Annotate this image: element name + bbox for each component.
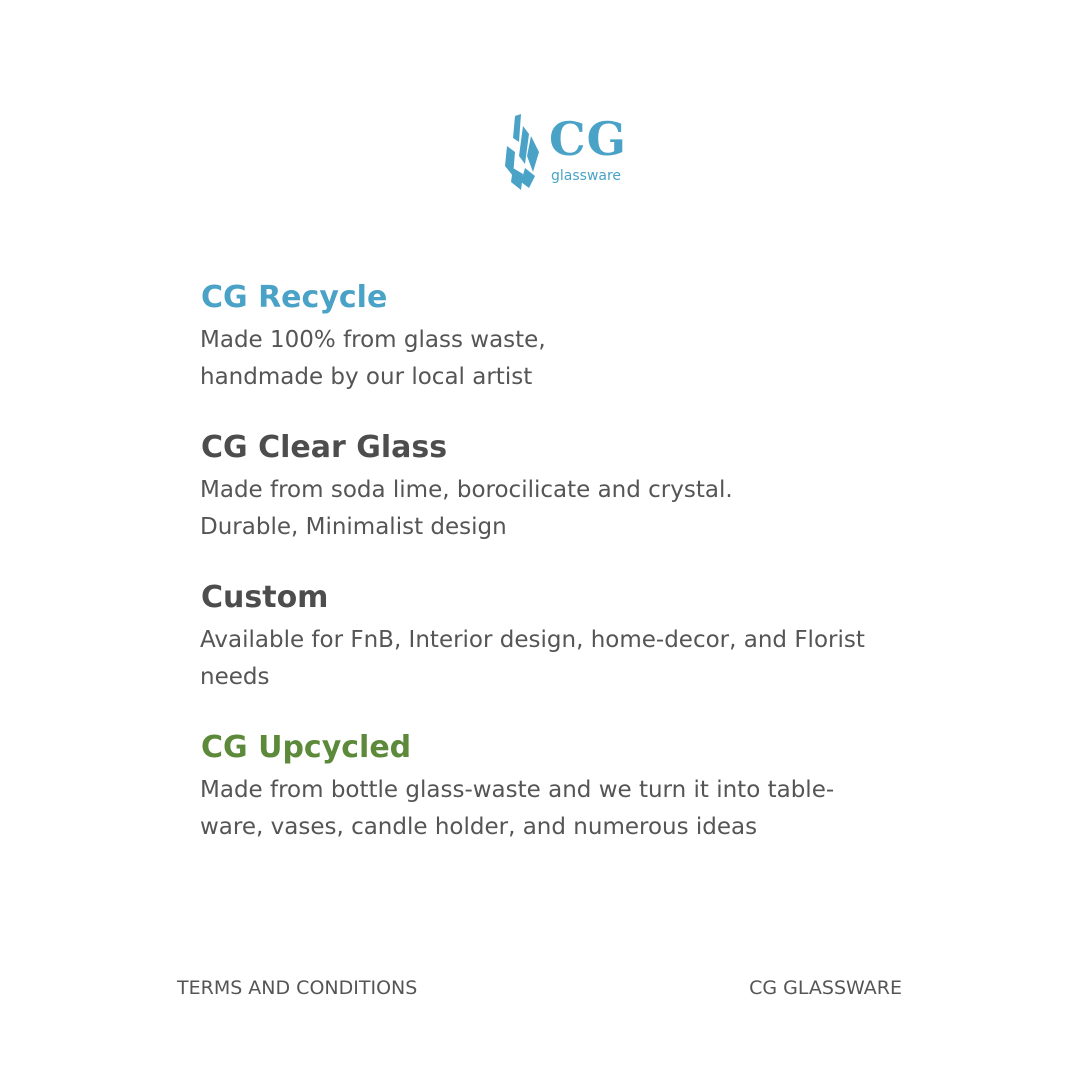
brand-logo	[503, 112, 633, 194]
section-custom	[200, 578, 890, 696]
section-title: CG Clear Glass	[201, 430, 448, 465]
section-description: Made from soda lime, borocilicate and crystal. Durable, Minimalist design	[200, 477, 733, 540]
glass-shard-icon	[503, 112, 545, 192]
section-cg-recycle	[200, 278, 890, 396]
section-cg-upcycled	[200, 728, 890, 846]
section-title: Custom	[201, 580, 329, 615]
logo-subtext: glassware	[551, 168, 622, 184]
section-title: CG Upcycled	[201, 730, 412, 765]
section-description: Available for FnB, Interior design, home-decor, and Florist needs	[200, 627, 865, 690]
section-cg-clear-glass	[200, 428, 890, 546]
terms-and-conditions-link[interactable]: TERMS AND CONDITIONS	[177, 977, 418, 999]
section-description: Made from bottle glass-waste and we turn it into table- ware, vases, candle holder, and numerous ideas	[200, 777, 835, 840]
section-title: CG Recycle	[201, 280, 388, 315]
logo-text: CG	[549, 112, 627, 166]
product-list	[200, 278, 890, 878]
section-description: Made 100% from glass waste, handmade by our local artist	[200, 327, 546, 390]
brand-footer-text: CG GLASSWARE	[749, 977, 902, 999]
